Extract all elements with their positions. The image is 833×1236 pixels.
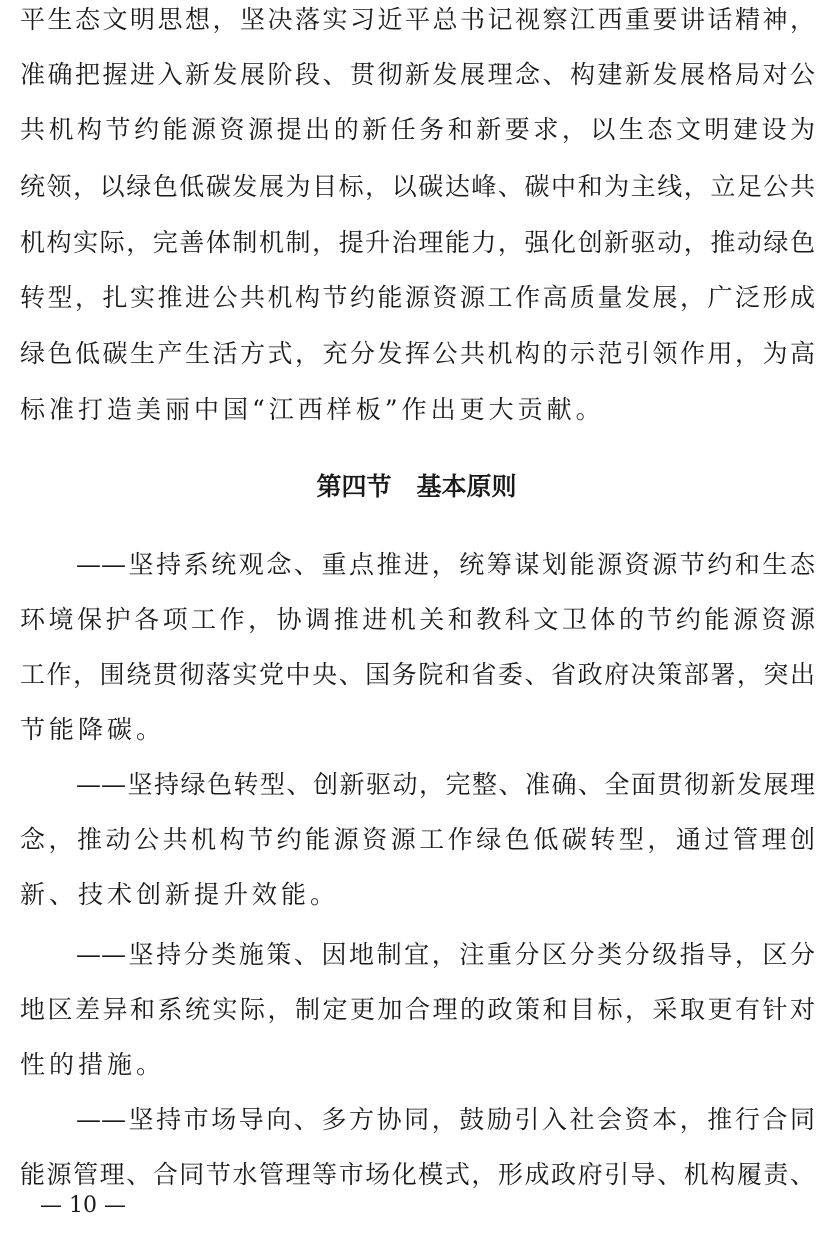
text-line: ——坚持绿色转型、创新驱动，完整、准确、全面贯彻新发展理 [76,770,815,799]
text-line: 念，推动公共机构节约能源资源工作绿色低碳转型，通过管理创 [20,825,815,854]
text-line: 转型，扎实推进公共机构节约能源资源工作高质量发展，广泛形成 [20,283,815,312]
text-line: 环境保护各项工作，协调推进机关和教科文卫体的节约能源资源 [20,605,815,634]
text-line: 准确把握进入新发展阶段、贯彻新发展理念、构建新发展格局对公 [20,60,815,89]
text-line: 节能降碳。 [20,715,166,744]
text-line: 能源管理、合同节水管理等市场化模式，形成政府引导、机构履责、 [20,1160,815,1189]
text-line: 共机构节约能源资源提出的新任务和新要求，以生态文明建设为 [20,115,815,144]
text-line: 新、技术创新提升效能。 [20,880,340,909]
text-line: ——坚持市场导向、多方协同，鼓励引入社会资本，推行合同 [76,1105,815,1134]
page-number: — 10 — [40,1193,126,1218]
section-heading: 第四节 基本原则 [316,472,517,501]
text-line: 机构实际，完善体制机制，提升治理能力，强化创新驱动，推动绿色 [20,228,815,257]
text-line: ——坚持分类施策、因地制宜，注重分区分类分级指导，区分 [76,940,815,969]
text-line: 平生态文明思想，坚决落实习近平总书记视察江西重要讲话精神， [20,5,815,34]
text-line: 工作，围绕贯彻落实党中央、国务院和省委、省政府决策部署，突出 [20,660,815,689]
text-line: ——坚持系统观念、重点推进，统筹谋划能源资源节约和生态 [76,550,815,579]
text-line: 绿色低碳生产生活方式，充分发挥公共机构的示范引领作用，为高 [20,339,815,368]
text-line: 统领，以绿色低碳发展为目标，以碳达峰、碳中和为主线，立足公共 [20,172,815,201]
text-line: 标准打造美丽中国“江西样板”作出更大贡献。 [20,395,605,424]
text-line: 性的措施。 [20,1050,166,1079]
text-line: 地区差异和系统实际，制定更加合理的政策和目标，采取更有针对 [20,995,815,1024]
